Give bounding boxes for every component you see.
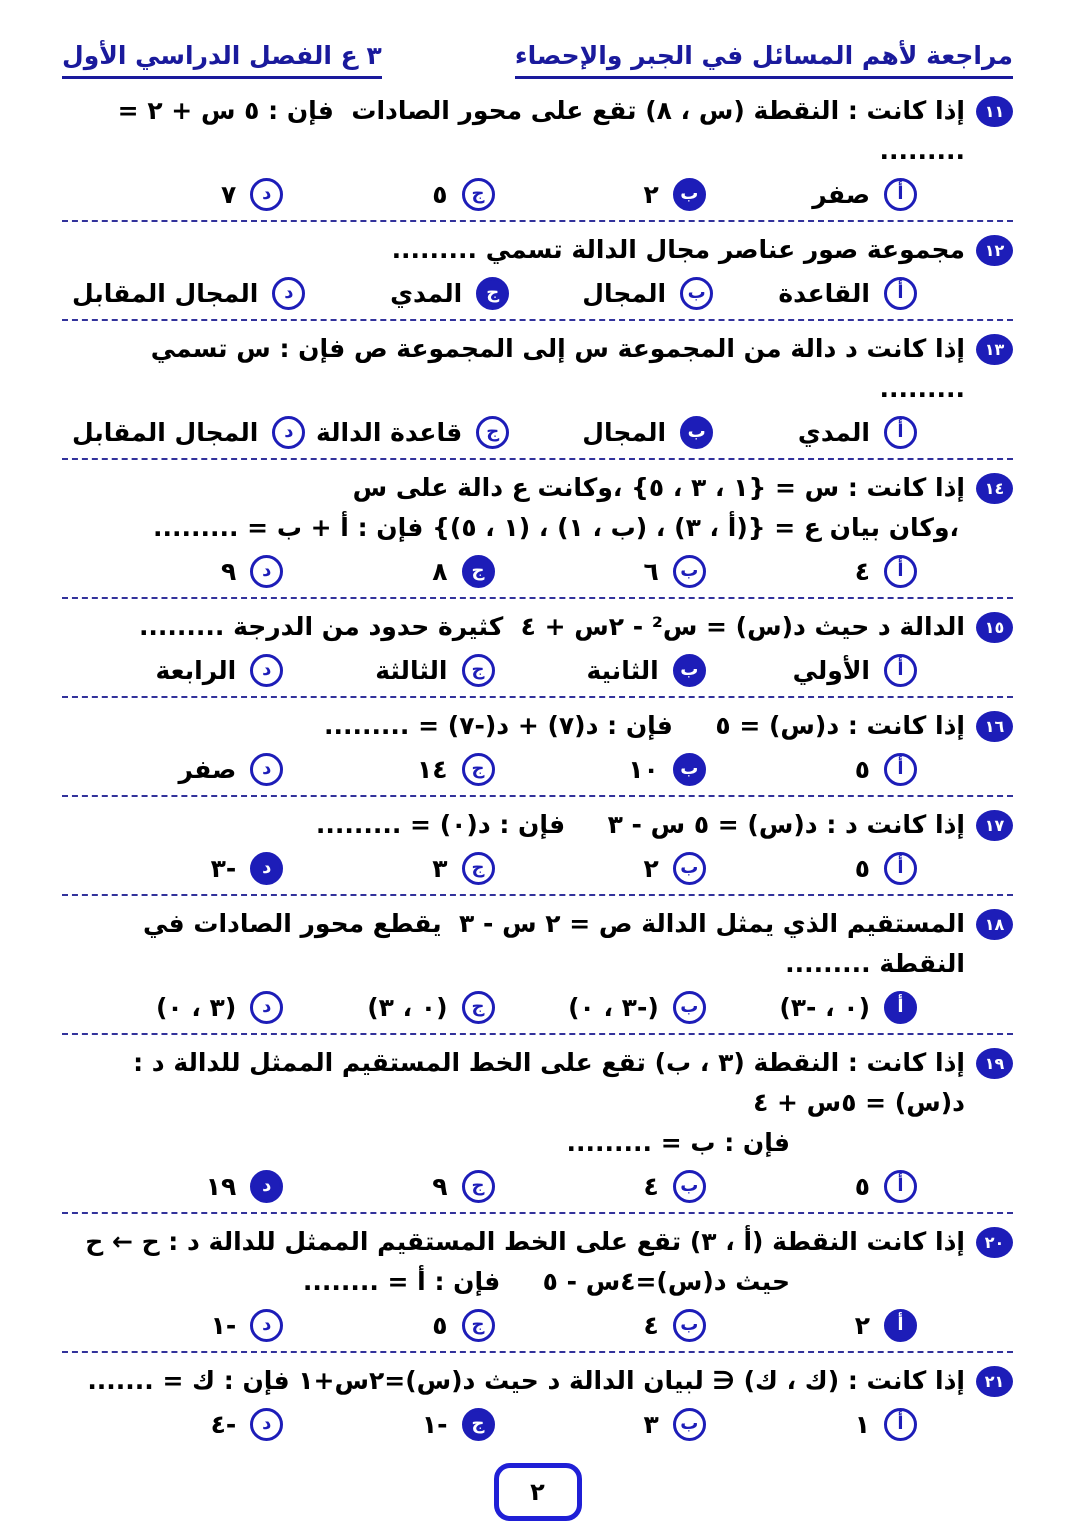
option-letter-circle xyxy=(673,555,706,588)
option-letter: د xyxy=(262,1413,272,1434)
option-letter: أ xyxy=(897,282,904,303)
option-item[interactable] xyxy=(72,1170,283,1203)
option-letter-circle xyxy=(462,753,495,786)
option-letter: أ xyxy=(897,421,904,442)
option-item[interactable] xyxy=(283,1408,494,1441)
option-item[interactable] xyxy=(706,1309,917,1342)
option-value: ٣ xyxy=(432,853,448,883)
option-letter-circle xyxy=(884,277,917,310)
option-letter-circle xyxy=(250,852,283,885)
option-letter: د xyxy=(262,659,272,680)
option-letter-circle xyxy=(272,416,305,449)
option-value: ٥ xyxy=(854,754,870,784)
option-letter-circle xyxy=(462,991,495,1024)
option-item[interactable] xyxy=(72,416,305,449)
option-value: ٥ xyxy=(854,1171,870,1201)
question-number: ١١ xyxy=(984,101,1005,121)
option-letter: ج xyxy=(471,659,485,680)
option-value: -٣ xyxy=(210,853,237,883)
option-item[interactable] xyxy=(706,852,917,885)
option-letter-circle xyxy=(680,416,713,449)
question-body xyxy=(62,1043,965,1203)
question-number: ٢١ xyxy=(984,1371,1005,1391)
option-item[interactable] xyxy=(283,178,494,211)
option-letter: أ xyxy=(897,996,904,1017)
option-letter-circle xyxy=(884,991,917,1024)
question-number: ١٢ xyxy=(984,240,1005,260)
option-item[interactable] xyxy=(72,1309,283,1342)
option-letter-circle xyxy=(673,654,706,687)
question xyxy=(62,698,1013,797)
option-item[interactable] xyxy=(495,178,706,211)
option-item[interactable] xyxy=(283,1170,494,1203)
option-letter-circle xyxy=(250,753,283,786)
option-letter: ج xyxy=(471,183,485,204)
question xyxy=(62,599,1013,698)
option-item[interactable] xyxy=(283,852,494,885)
option-letter-circle xyxy=(673,852,706,885)
question-body xyxy=(62,329,965,449)
option-item[interactable] xyxy=(706,1170,917,1203)
option-letter-circle xyxy=(884,178,917,211)
option-letter-circle xyxy=(884,1408,917,1441)
option-item[interactable] xyxy=(706,654,917,687)
question-number: ١٥ xyxy=(984,617,1005,637)
options-row xyxy=(62,1170,965,1203)
option-item[interactable] xyxy=(495,852,706,885)
option-letter-circle xyxy=(884,416,917,449)
question-number: ١٧ xyxy=(984,815,1005,835)
options-row xyxy=(62,416,965,449)
option-letter-circle xyxy=(250,178,283,211)
option-value: الثانية xyxy=(586,655,659,685)
option-letter-circle xyxy=(884,555,917,588)
option-item[interactable] xyxy=(305,277,509,310)
option-item[interactable] xyxy=(72,753,283,786)
option-letter: د xyxy=(262,183,272,204)
option-letter-circle xyxy=(250,654,283,687)
option-value: ٨ xyxy=(432,556,448,586)
option-value: ٥ xyxy=(432,179,448,209)
option-letter-circle xyxy=(884,1309,917,1342)
option-letter: ب xyxy=(680,560,699,581)
question-number: ١٩ xyxy=(984,1053,1005,1073)
options-row xyxy=(62,1309,965,1342)
question-number: ١٦ xyxy=(984,716,1005,736)
question-text: الدالة د حيث د(س) = س² - ٢س + ٤ كثيرة حدود من الدرجة ......... xyxy=(138,611,965,641)
option-item[interactable] xyxy=(509,416,713,449)
option-letter: د xyxy=(284,282,294,303)
option-item[interactable] xyxy=(706,991,917,1024)
question-body xyxy=(62,904,965,1024)
option-value: -١ xyxy=(421,1409,448,1439)
question xyxy=(62,1214,1013,1353)
option-value: ١ xyxy=(854,1409,870,1439)
option-item[interactable] xyxy=(509,277,713,310)
option-value: ٥ xyxy=(854,853,870,883)
question-text-continued: ،وكان بيان ع = {(أ ، ٣) ، (ب ، ١) ، (١ ، ٥)} فإن : أ + ب = ......... xyxy=(153,512,959,542)
option-letter-circle xyxy=(462,1309,495,1342)
question-text: إذا كانت : س = {١ ، ٣ ، ٥} ،وكانت ع دالة على س xyxy=(352,472,965,502)
question xyxy=(62,83,1013,222)
question-number-badge xyxy=(976,612,1013,643)
question-text: إذا كانت : النقطة (٣ ، ب) تقع على الخط المستقيم الممثل للدالة د : د(س) = ٥س + ٤ xyxy=(124,1047,965,1117)
option-item[interactable] xyxy=(72,654,283,687)
option-letter: ج xyxy=(471,996,485,1017)
option-letter-circle xyxy=(673,1408,706,1441)
option-letter: د xyxy=(262,996,272,1017)
option-letter: د xyxy=(262,1314,272,1335)
option-item[interactable] xyxy=(495,654,706,687)
option-value: ٤ xyxy=(643,1171,659,1201)
option-item[interactable] xyxy=(283,1309,494,1342)
page-header xyxy=(62,40,1013,79)
option-letter: ب xyxy=(680,1175,699,1196)
option-value: -٤ xyxy=(210,1409,237,1439)
options-row xyxy=(62,1408,965,1441)
question-number-badge xyxy=(976,1227,1013,1258)
option-letter: ب xyxy=(680,659,699,680)
option-letter: د xyxy=(262,857,272,878)
question-text: إذا كانت : (ك ، ك) ∈ لبيان الدالة د حيث د(س)=٢س+١ فإن : ك = ....... xyxy=(87,1365,965,1395)
option-item[interactable] xyxy=(706,753,917,786)
question-number-badge xyxy=(976,909,1013,940)
question xyxy=(62,321,1013,460)
option-item[interactable] xyxy=(72,852,283,885)
option-letter-circle xyxy=(462,555,495,588)
option-value: ١٠ xyxy=(628,754,659,784)
option-letter: ج xyxy=(471,1314,485,1335)
option-letter: ب xyxy=(687,421,706,442)
option-value: صفر xyxy=(178,754,237,784)
option-letter-circle xyxy=(462,654,495,687)
question-number: ٢٠ xyxy=(984,1232,1005,1252)
option-letter-circle xyxy=(673,178,706,211)
option-value: المجال xyxy=(582,417,667,447)
question-number: ١٣ xyxy=(984,339,1005,359)
options-row xyxy=(62,852,965,885)
option-letter-circle xyxy=(250,1408,283,1441)
option-letter: ب xyxy=(680,857,699,878)
question-body xyxy=(62,1222,965,1342)
options-row xyxy=(62,991,965,1024)
option-letter-circle xyxy=(462,1408,495,1441)
option-letter-circle xyxy=(272,277,305,310)
option-letter: ب xyxy=(680,758,699,779)
question xyxy=(62,1035,1013,1214)
question xyxy=(62,896,1013,1035)
option-letter: د xyxy=(262,560,272,581)
option-letter: أ xyxy=(897,857,904,878)
option-letter: أ xyxy=(897,659,904,680)
option-item[interactable] xyxy=(706,1408,917,1441)
option-letter-circle xyxy=(884,852,917,885)
option-letter-circle xyxy=(884,654,917,687)
option-item[interactable] xyxy=(305,416,509,449)
option-letter-circle xyxy=(250,1309,283,1342)
header-title-left: ٣ ع الفصل الدراسي الأول xyxy=(62,40,382,79)
option-value: الرابعة xyxy=(155,655,237,685)
question-number-badge xyxy=(976,334,1013,365)
option-value: ٣ xyxy=(643,1409,659,1439)
option-value: ٩ xyxy=(432,1171,448,1201)
question-body xyxy=(62,468,965,588)
option-value: ١٤ xyxy=(416,754,448,784)
option-item[interactable] xyxy=(283,555,494,588)
option-value: (٠ ، ٣) xyxy=(367,992,448,1022)
option-item[interactable] xyxy=(713,416,917,449)
option-item[interactable] xyxy=(72,178,283,211)
question-text: إذا كانت : د(س) = ٥ فإن : د(٧) + د(-٧) = ......... xyxy=(323,710,965,740)
option-letter: ج xyxy=(486,421,500,442)
option-letter-circle xyxy=(476,277,509,310)
question-number-badge xyxy=(976,235,1013,266)
options-row xyxy=(62,277,965,310)
question-number: ١٨ xyxy=(984,914,1005,934)
question-number-badge xyxy=(976,810,1013,841)
option-letter: ب xyxy=(680,183,699,204)
option-item[interactable] xyxy=(495,753,706,786)
question xyxy=(62,1353,1013,1441)
question xyxy=(62,222,1013,321)
option-letter: أ xyxy=(897,560,904,581)
question-text: إذا كانت : النقطة (س ، ٨) تقع على محور الصادات فإن : ٥ س + ٢ = ......... xyxy=(108,95,965,165)
option-value: المجال xyxy=(582,278,667,308)
option-letter: د xyxy=(284,421,294,442)
option-letter-circle xyxy=(884,753,917,786)
option-value: (٠ ، -٣) xyxy=(779,992,870,1022)
option-letter: ب xyxy=(687,282,706,303)
option-letter: د xyxy=(262,758,272,779)
option-letter: ج xyxy=(471,758,485,779)
option-letter-circle xyxy=(673,1309,706,1342)
option-value: قاعدة الدالة xyxy=(315,417,463,447)
question-text: مجموعة صور عناصر مجال الدالة تسمي ......... xyxy=(391,234,965,264)
option-item[interactable] xyxy=(283,654,494,687)
option-letter: أ xyxy=(897,183,904,204)
option-item[interactable] xyxy=(283,991,494,1024)
options-row xyxy=(62,555,965,588)
question-number-badge xyxy=(976,1048,1013,1079)
question xyxy=(62,797,1013,896)
option-letter: أ xyxy=(897,1175,904,1196)
page-number: ٢ xyxy=(530,1477,545,1506)
option-value: ١٩ xyxy=(205,1171,237,1201)
option-item[interactable] xyxy=(72,991,283,1024)
question-text: إذا كانت د دالة من المجموعة س إلى المجموعة ص فإن : س تسمي ......... xyxy=(141,333,965,403)
question-text: إذا كانت النقطة (أ ، ٣) تقع على الخط المستقيم الممثل للدالة د : ح ← ح xyxy=(85,1226,965,1256)
option-item[interactable] xyxy=(713,277,917,310)
question-number-badge xyxy=(976,96,1013,127)
option-item[interactable] xyxy=(495,991,706,1024)
option-value: (-٣ ، ٠) xyxy=(568,992,659,1022)
option-value: ٤ xyxy=(643,1310,659,1340)
option-letter-circle xyxy=(462,1170,495,1203)
option-letter: ج xyxy=(486,282,500,303)
questions-list xyxy=(62,83,1013,1441)
option-letter-circle xyxy=(673,753,706,786)
question xyxy=(62,460,1013,599)
question-body xyxy=(62,230,965,310)
option-letter-circle xyxy=(680,277,713,310)
question-number: ١٤ xyxy=(984,478,1005,498)
option-letter: ج xyxy=(471,560,485,581)
option-item[interactable] xyxy=(495,555,706,588)
option-value: (٣ ، ٠) xyxy=(155,992,237,1022)
options-row xyxy=(62,753,965,786)
question-body xyxy=(62,1361,965,1441)
option-letter-circle xyxy=(250,991,283,1024)
option-letter: ب xyxy=(680,1314,699,1335)
option-value: المجال المقابل xyxy=(72,417,259,447)
option-item[interactable] xyxy=(72,1408,283,1441)
option-value: القاعدة xyxy=(778,278,870,308)
option-letter-circle xyxy=(462,852,495,885)
option-letter-circle xyxy=(476,416,509,449)
option-letter-circle xyxy=(462,178,495,211)
options-row xyxy=(62,654,965,687)
option-item[interactable] xyxy=(495,1309,706,1342)
question-text: إذا كانت د : د(س) = ٥ س - ٣ فإن : د(٠) = ......... xyxy=(315,809,965,839)
option-value: المجال المقابل xyxy=(72,278,259,308)
option-value: المدي xyxy=(797,417,870,447)
options-row xyxy=(62,178,965,211)
option-value: ٧ xyxy=(220,179,237,209)
option-letter-circle xyxy=(250,1170,283,1203)
option-value: -١ xyxy=(210,1310,237,1340)
option-item[interactable] xyxy=(495,1170,706,1203)
question-body xyxy=(62,607,965,687)
option-item[interactable] xyxy=(495,1408,706,1441)
question-number-badge xyxy=(976,473,1013,504)
option-letter: ج xyxy=(471,857,485,878)
page-footer xyxy=(62,1463,1013,1521)
option-value: ٦ xyxy=(643,556,659,586)
option-letter: أ xyxy=(897,1314,904,1335)
option-letter: أ xyxy=(897,758,904,779)
option-value: الثالثة xyxy=(375,655,448,685)
page-number-box xyxy=(494,1463,582,1521)
option-letter-circle xyxy=(250,555,283,588)
option-value: ٩ xyxy=(220,556,237,586)
option-value: المدي xyxy=(390,278,463,308)
option-item[interactable] xyxy=(706,178,917,211)
option-letter: ب xyxy=(680,996,699,1017)
option-letter-circle xyxy=(884,1170,917,1203)
option-value: ٢ xyxy=(643,179,659,209)
option-item[interactable] xyxy=(706,555,917,588)
option-letter: ب xyxy=(680,1413,699,1434)
option-value: ٢ xyxy=(643,853,659,883)
option-letter: ج xyxy=(471,1413,485,1434)
option-item[interactable] xyxy=(72,277,305,310)
option-item[interactable] xyxy=(72,555,283,588)
question-number-badge xyxy=(976,711,1013,742)
option-value: الأولي xyxy=(792,655,870,685)
option-value: صفر xyxy=(812,179,870,209)
question-text: المستقيم الذي يمثل الدالة ص = ٢ س - ٣ يقطع محور الصادات في النقطة ......... xyxy=(134,908,965,978)
option-letter: ج xyxy=(471,1175,485,1196)
option-value: ٤ xyxy=(854,556,870,586)
question-body xyxy=(62,91,965,211)
question-number-badge xyxy=(976,1366,1013,1397)
question-text-continued: حيث د(س)=٤س - ٥ فإن : أ = ........ xyxy=(302,1266,790,1296)
question-body xyxy=(62,706,965,786)
option-letter: د xyxy=(262,1175,272,1196)
option-value: ٥ xyxy=(432,1310,448,1340)
option-item[interactable] xyxy=(283,753,494,786)
option-letter-circle xyxy=(673,1170,706,1203)
option-letter: أ xyxy=(897,1413,904,1434)
question-body xyxy=(62,805,965,885)
option-value: ٢ xyxy=(854,1310,870,1340)
question-text-continued: فإن : ب = ......... xyxy=(566,1127,790,1157)
option-letter-circle xyxy=(673,991,706,1024)
header-title-right: مراجعة لأهم المسائل في الجبر والإحصاء xyxy=(515,40,1013,79)
